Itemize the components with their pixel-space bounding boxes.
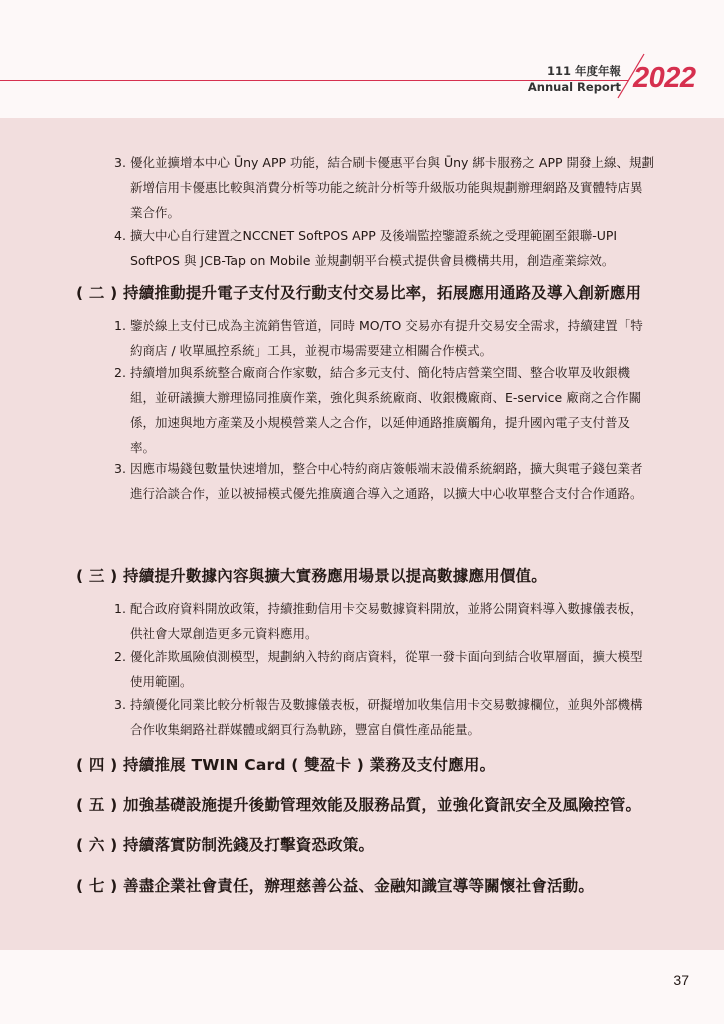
section-heading: ( 五 ) 加強基礎設施提升後勤管理效能及服務品質，並強化資訊安全及風險控管。: [76, 796, 642, 814]
section-heading: ( 七 ) 善盡企業社會責任，辦理慈善公益、金融知識宣導等關懷社會活動。: [76, 877, 595, 895]
list-item: [114, 150, 654, 225]
item-text: 鑒於線上支付已成為主流銷售管道，同時 MO/TO 交易亦有提升交易安全需求，持續建置「特約商店 / 收單風控系統」工具，並視市場需要建立相關合作模式。: [130, 318, 643, 358]
item-number: 4.: [114, 228, 126, 243]
item-text: 持續優化同業比較分析報告及數據儀表板，研擬增加收集信用卡交易數據欄位，並與外部機構合作收集網路社群媒體或網頁行為軌跡，豐富自償性產品能量。: [130, 697, 643, 737]
item-text: 優化並擴增本中心 Ūny APP 功能，結合刷卡優惠平台與 Ūny 綁卡服務之 APP 開發上線、規劃新增信用卡優惠比較與消費分析等功能之統計分析等升級版功能與規劃辦理網路及實體特店異業合作。: [130, 155, 655, 220]
list-item: [114, 313, 654, 363]
page-number: 37: [673, 972, 689, 988]
section-heading: ( 三 ) 持續提升數據內容與擴大實務應用場景以提高數據應用價值。: [76, 567, 547, 585]
item-number: 2.: [114, 365, 126, 380]
report-title-en: Annual Report: [527, 80, 621, 94]
item-number: 3.: [114, 155, 126, 170]
item-number: 3.: [114, 461, 126, 476]
section-heading: ( 六 ) 持續落實防制洗錢及打擊資恐政策。: [76, 836, 375, 854]
section-heading: ( 四 ) 持續推展 TWIN Card ( 雙盈卡 ) 業務及支付應用。: [76, 756, 496, 774]
page-header: [0, 0, 724, 118]
item-text: 優化詐欺風險偵測模型，規劃納入特約商店資料，從單一發卡面向到結合收單層面，擴大模型使用範圍。: [130, 649, 643, 689]
item-text: 因應市場錢包數量快速增加，整合中心特約商店簽帳端末設備系統網路，擴大與電子錢包業者進行洽談合作，並以被掃模式優先推廣適合導入之通路，以擴大中心收單整合支付合作通路。: [130, 461, 643, 501]
item-text: 持續增加與系統整合廠商合作家數，結合多元支付、簡化特店營業空間、整合收單及收銀機組，並研議擴大辦理協同推廣作業，強化與系統廠商、收銀機廠商、E-service 廠商之合作關係，加速與地方產業及小規模營業人之合作，以延伸通路推廣觸角，提升國內電子支付普及率。: [130, 365, 642, 455]
section-heading: ( 二 ) 持續推動提升電子支付及行動支付交易比率，拓展應用通路及導入創新應用: [76, 284, 642, 302]
list-item: [114, 223, 654, 273]
list-item: [114, 644, 654, 694]
item-number: 3.: [114, 697, 126, 712]
item-number: 2.: [114, 649, 126, 664]
list-item: [114, 692, 654, 742]
list-item: [114, 456, 654, 506]
item-number: 1.: [114, 601, 126, 616]
item-text: 擴大中心自行建置之NCCNET SoftPOS APP 及後端監控鑒證系統之受理範圍至銀聯-UPI SoftPOS 與 JCB-Tap on Mobile 並規劃朝平台模式提供會員機構共用，創造產業綜效。: [130, 228, 618, 268]
list-item: [114, 360, 654, 460]
item-text: 配合政府資料開放政策，持續推動信用卡交易數據資料開放，並將公開資料導入數據儀表板，供社會大眾創造更多元資料應用。: [130, 601, 643, 641]
report-title-cn: 111 年度年報: [546, 64, 621, 78]
item-number: 1.: [114, 318, 126, 333]
list-item: [114, 596, 654, 646]
report-year: 2022: [633, 62, 696, 94]
